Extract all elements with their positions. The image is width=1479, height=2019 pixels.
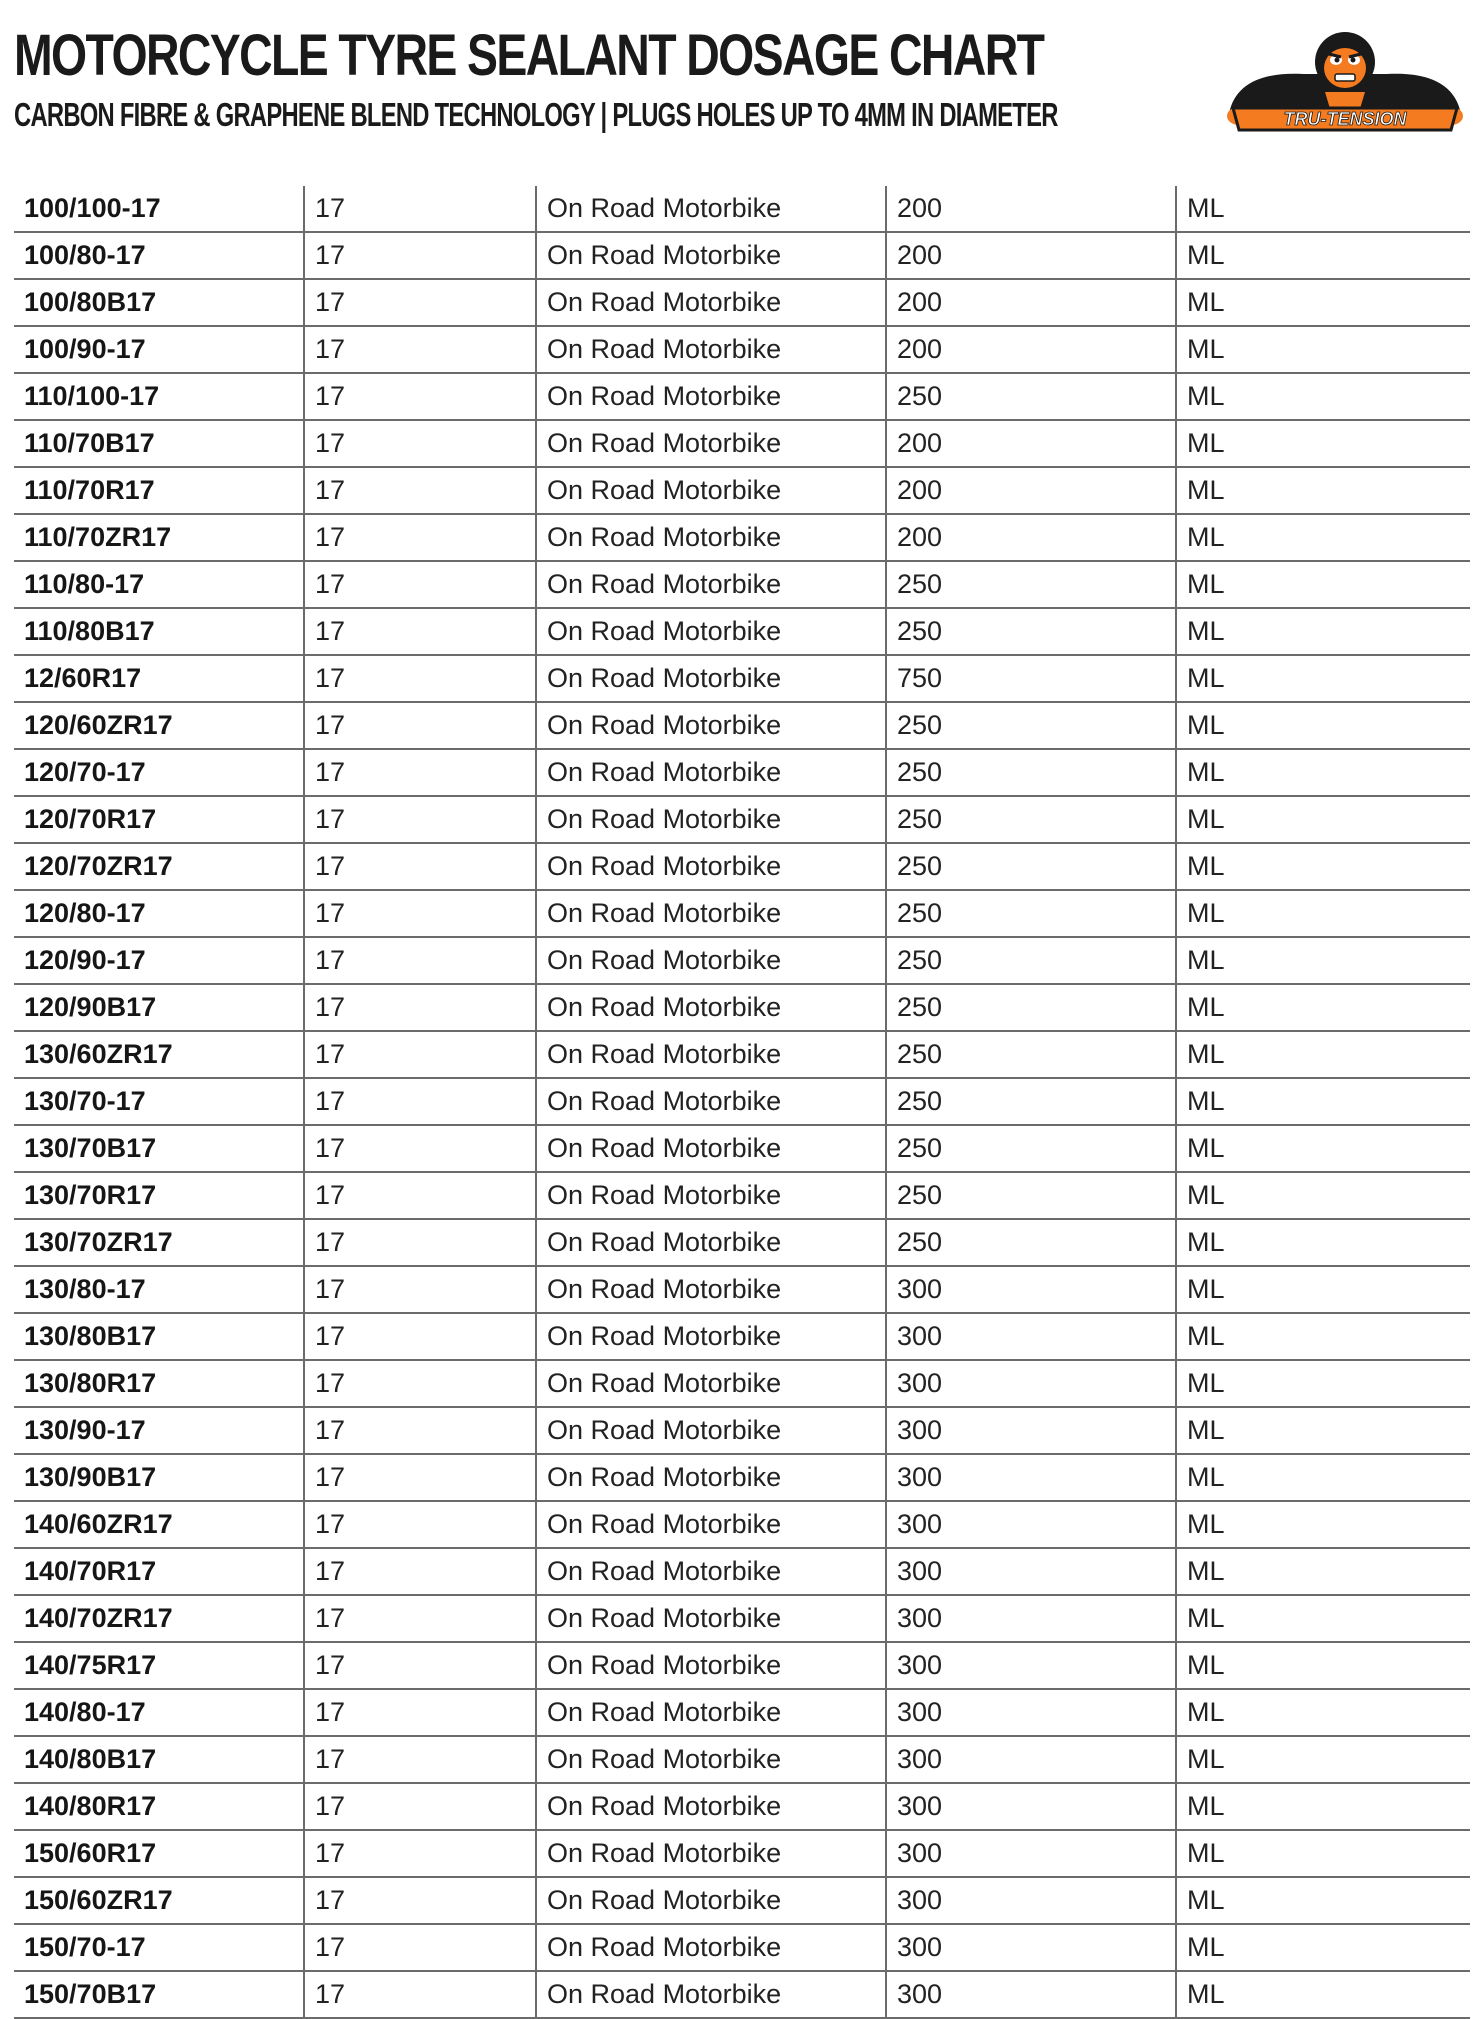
vehicle-type-cell: On Road Motorbike [536, 1877, 886, 1924]
unit-cell: ML [1176, 655, 1470, 702]
table-row [14, 561, 1470, 608]
page-subtitle: CARBON FIBRE & GRAPHENE BLEND TECHNOLOGY | PLUGS HOLES UP TO 4MM IN DIAMETER [14, 96, 1058, 133]
table-row [14, 1642, 1470, 1689]
rim-size-cell: 17 [304, 796, 536, 843]
dosage-amount-cell: 250 [886, 749, 1176, 796]
tyre-size-cell: 12/60R17 [14, 655, 304, 702]
rim-size-cell: 17 [304, 1924, 536, 1971]
svg-text:TRU-TENSION: TRU-TENSION [1283, 109, 1407, 129]
rim-size-cell: 17 [304, 1407, 536, 1454]
vehicle-type-cell: On Road Motorbike [536, 186, 886, 232]
rim-size-cell: 17 [304, 1172, 536, 1219]
unit-cell: ML [1176, 1736, 1470, 1783]
table-row [14, 1548, 1470, 1595]
tyre-size-cell: 110/70B17 [14, 420, 304, 467]
unit-cell: ML [1176, 1313, 1470, 1360]
vehicle-type-cell: On Road Motorbike [536, 1454, 886, 1501]
tyre-size-cell: 140/70ZR17 [14, 1595, 304, 1642]
table-row [14, 1360, 1470, 1407]
vehicle-type-cell: On Road Motorbike [536, 1924, 886, 1971]
tyre-size-cell: 140/80R17 [14, 1783, 304, 1830]
rim-size-cell: 17 [304, 937, 536, 984]
rim-size-cell: 17 [304, 655, 536, 702]
vehicle-type-cell: On Road Motorbike [536, 843, 886, 890]
table-row [14, 608, 1470, 655]
table-row [14, 1501, 1470, 1548]
unit-cell: ML [1176, 1689, 1470, 1736]
unit-cell: ML [1176, 1172, 1470, 1219]
table-row [14, 1595, 1470, 1642]
table-row [14, 1971, 1470, 2018]
vehicle-type-cell: On Road Motorbike [536, 984, 886, 1031]
table-row [14, 890, 1470, 937]
dosage-amount-cell: 250 [886, 608, 1176, 655]
vehicle-type-cell: On Road Motorbike [536, 1830, 886, 1877]
rim-size-cell: 17 [304, 1360, 536, 1407]
tyre-size-cell: 140/60ZR17 [14, 1501, 304, 1548]
tyre-size-cell: 130/80-17 [14, 1266, 304, 1313]
rim-size-cell: 17 [304, 1971, 536, 2018]
dosage-amount-cell: 300 [886, 1736, 1176, 1783]
tyre-size-cell: 110/100-17 [14, 373, 304, 420]
table-row [14, 1407, 1470, 1454]
unit-cell: ML [1176, 279, 1470, 326]
vehicle-type-cell: On Road Motorbike [536, 655, 886, 702]
rim-size-cell: 17 [304, 1877, 536, 1924]
unit-cell: ML [1176, 326, 1470, 373]
tyre-size-cell: 130/70-17 [14, 1078, 304, 1125]
table-row [14, 1172, 1470, 1219]
table-row [14, 749, 1470, 796]
dosage-amount-cell: 250 [886, 561, 1176, 608]
rim-size-cell: 17 [304, 420, 536, 467]
table-row [14, 1877, 1470, 1924]
vehicle-type-cell: On Road Motorbike [536, 796, 886, 843]
tyre-size-cell: 110/80-17 [14, 561, 304, 608]
rim-size-cell: 17 [304, 1454, 536, 1501]
table-row [14, 279, 1470, 326]
unit-cell: ML [1176, 984, 1470, 1031]
unit-cell: ML [1176, 843, 1470, 890]
rim-size-cell: 17 [304, 1689, 536, 1736]
vehicle-type-cell: On Road Motorbike [536, 561, 886, 608]
dosage-amount-cell: 300 [886, 1830, 1176, 1877]
vehicle-type-cell: On Road Motorbike [536, 1642, 886, 1689]
tyre-size-cell: 130/90B17 [14, 1454, 304, 1501]
table-row [14, 1689, 1470, 1736]
rim-size-cell: 17 [304, 608, 536, 655]
rim-size-cell: 17 [304, 1031, 536, 1078]
dosage-amount-cell: 300 [886, 1266, 1176, 1313]
vehicle-type-cell: On Road Motorbike [536, 1548, 886, 1595]
vehicle-type-cell: On Road Motorbike [536, 232, 886, 279]
unit-cell: ML [1176, 702, 1470, 749]
tyre-size-cell: 130/80B17 [14, 1313, 304, 1360]
vehicle-type-cell: On Road Motorbike [536, 1219, 886, 1266]
vehicle-type-cell: On Road Motorbike [536, 1783, 886, 1830]
vehicle-type-cell: On Road Motorbike [536, 937, 886, 984]
rim-size-cell: 17 [304, 514, 536, 561]
table-row [14, 1783, 1470, 1830]
table-row [14, 1078, 1470, 1125]
tyre-size-cell: 130/70B17 [14, 1125, 304, 1172]
dosage-amount-cell: 300 [886, 1313, 1176, 1360]
rim-size-cell: 17 [304, 1125, 536, 1172]
rim-size-cell: 17 [304, 1595, 536, 1642]
unit-cell: ML [1176, 1877, 1470, 1924]
vehicle-type-cell: On Road Motorbike [536, 279, 886, 326]
dosage-amount-cell: 300 [886, 1642, 1176, 1689]
table-row [14, 702, 1470, 749]
dosage-amount-cell: 300 [886, 1548, 1176, 1595]
vehicle-type-cell: On Road Motorbike [536, 1078, 886, 1125]
tyre-size-cell: 120/70ZR17 [14, 843, 304, 890]
tyre-size-cell: 130/70ZR17 [14, 1219, 304, 1266]
rim-size-cell: 17 [304, 1313, 536, 1360]
dosage-amount-cell: 300 [886, 1501, 1176, 1548]
table-row [14, 1454, 1470, 1501]
unit-cell: ML [1176, 561, 1470, 608]
dosage-amount-cell: 250 [886, 984, 1176, 1031]
dosage-amount-cell: 300 [886, 1360, 1176, 1407]
vehicle-type-cell: On Road Motorbike [536, 1689, 886, 1736]
unit-cell: ML [1176, 1125, 1470, 1172]
table-row [14, 1313, 1470, 1360]
dosage-amount-cell: 300 [886, 1595, 1176, 1642]
tyre-size-cell: 140/70R17 [14, 1548, 304, 1595]
dosage-amount-cell: 200 [886, 467, 1176, 514]
rim-size-cell: 17 [304, 186, 536, 232]
tyre-size-cell: 130/90-17 [14, 1407, 304, 1454]
table-row [14, 186, 1470, 232]
dosage-amount-cell: 750 [886, 655, 1176, 702]
dosage-amount-cell: 300 [886, 1407, 1176, 1454]
dosage-amount-cell: 200 [886, 279, 1176, 326]
vehicle-type-cell: On Road Motorbike [536, 420, 886, 467]
dosage-amount-cell: 250 [886, 1125, 1176, 1172]
rim-size-cell: 17 [304, 1548, 536, 1595]
vehicle-type-cell: On Road Motorbike [536, 1407, 886, 1454]
table-row [14, 1266, 1470, 1313]
tyre-size-cell: 150/60ZR17 [14, 1877, 304, 1924]
unit-cell: ML [1176, 1031, 1470, 1078]
unit-cell: ML [1176, 796, 1470, 843]
unit-cell: ML [1176, 608, 1470, 655]
vehicle-type-cell: On Road Motorbike [536, 1125, 886, 1172]
dosage-amount-cell: 200 [886, 326, 1176, 373]
tyre-size-cell: 120/70-17 [14, 749, 304, 796]
unit-cell: ML [1176, 514, 1470, 561]
unit-cell: ML [1176, 1924, 1470, 1971]
vehicle-type-cell: On Road Motorbike [536, 326, 886, 373]
vehicle-type-cell: On Road Motorbike [536, 1266, 886, 1313]
unit-cell: ML [1176, 1078, 1470, 1125]
vehicle-type-cell: On Road Motorbike [536, 1595, 886, 1642]
dosage-amount-cell: 250 [886, 1172, 1176, 1219]
tyre-size-cell: 120/80-17 [14, 890, 304, 937]
tyre-size-cell: 130/70R17 [14, 1172, 304, 1219]
rim-size-cell: 17 [304, 561, 536, 608]
unit-cell: ML [1176, 1360, 1470, 1407]
rim-size-cell: 17 [304, 232, 536, 279]
unit-cell: ML [1176, 186, 1470, 232]
vehicle-type-cell: On Road Motorbike [536, 1313, 886, 1360]
table-row [14, 420, 1470, 467]
tyre-size-cell: 120/60ZR17 [14, 702, 304, 749]
table-row [14, 1924, 1470, 1971]
unit-cell: ML [1176, 1595, 1470, 1642]
table-row [14, 1125, 1470, 1172]
tyre-size-cell: 100/80B17 [14, 279, 304, 326]
dosage-amount-cell: 250 [886, 373, 1176, 420]
tyre-size-cell: 120/90-17 [14, 937, 304, 984]
dosage-amount-cell: 200 [886, 232, 1176, 279]
rim-size-cell: 17 [304, 843, 536, 890]
unit-cell: ML [1176, 1454, 1470, 1501]
dosage-amount-cell: 200 [886, 514, 1176, 561]
unit-cell: ML [1176, 1642, 1470, 1689]
rim-size-cell: 17 [304, 1830, 536, 1877]
rim-size-cell: 17 [304, 1501, 536, 1548]
tyre-size-cell: 110/80B17 [14, 608, 304, 655]
rim-size-cell: 17 [304, 326, 536, 373]
vehicle-type-cell: On Road Motorbike [536, 1031, 886, 1078]
table-row [14, 984, 1470, 1031]
table-row [14, 655, 1470, 702]
vehicle-type-cell: On Road Motorbike [536, 514, 886, 561]
vehicle-type-cell: On Road Motorbike [536, 1971, 886, 2018]
vehicle-type-cell: On Road Motorbike [536, 467, 886, 514]
tyre-size-cell: 150/70-17 [14, 1924, 304, 1971]
table-row [14, 796, 1470, 843]
dosage-table [14, 186, 1470, 2019]
unit-cell: ML [1176, 1830, 1470, 1877]
unit-cell: ML [1176, 467, 1470, 514]
vehicle-type-cell: On Road Motorbike [536, 749, 886, 796]
tyre-size-cell: 100/90-17 [14, 326, 304, 373]
page-title: MOTORCYCLE TYRE SEALANT DOSAGE CHART [14, 23, 1044, 88]
table-row [14, 514, 1470, 561]
unit-cell: ML [1176, 1501, 1470, 1548]
tyre-size-cell: 150/70B17 [14, 1971, 304, 2018]
table-row [14, 843, 1470, 890]
tyre-size-cell: 120/90B17 [14, 984, 304, 1031]
unit-cell: ML [1176, 1266, 1470, 1313]
unit-cell: ML [1176, 1783, 1470, 1830]
rim-size-cell: 17 [304, 1078, 536, 1125]
rim-size-cell: 17 [304, 1736, 536, 1783]
table-row [14, 1219, 1470, 1266]
rim-size-cell: 17 [304, 467, 536, 514]
rim-size-cell: 17 [304, 984, 536, 1031]
table-row [14, 232, 1470, 279]
unit-cell: ML [1176, 937, 1470, 984]
dosage-amount-cell: 200 [886, 186, 1176, 232]
vehicle-type-cell: On Road Motorbike [536, 1172, 886, 1219]
unit-cell: ML [1176, 890, 1470, 937]
dosage-amount-cell: 300 [886, 1689, 1176, 1736]
dosage-amount-cell: 250 [886, 1031, 1176, 1078]
vehicle-type-cell: On Road Motorbike [536, 1501, 886, 1548]
rim-size-cell: 17 [304, 702, 536, 749]
rim-size-cell: 17 [304, 279, 536, 326]
vehicle-type-cell: On Road Motorbike [536, 1360, 886, 1407]
unit-cell: ML [1176, 1407, 1470, 1454]
unit-cell: ML [1176, 749, 1470, 796]
dosage-amount-cell: 250 [886, 702, 1176, 749]
vehicle-type-cell: On Road Motorbike [536, 608, 886, 655]
dosage-amount-cell: 200 [886, 420, 1176, 467]
dosage-amount-cell: 250 [886, 843, 1176, 890]
tyre-size-cell: 130/80R17 [14, 1360, 304, 1407]
dosage-amount-cell: 300 [886, 1924, 1176, 1971]
vehicle-type-cell: On Road Motorbike [536, 1736, 886, 1783]
tyre-size-cell: 140/80-17 [14, 1689, 304, 1736]
dosage-amount-cell: 250 [886, 1219, 1176, 1266]
tyre-size-cell: 110/70ZR17 [14, 514, 304, 561]
tyre-size-cell: 130/60ZR17 [14, 1031, 304, 1078]
table-row [14, 937, 1470, 984]
table-row [14, 373, 1470, 420]
dosage-amount-cell: 250 [886, 796, 1176, 843]
rim-size-cell: 17 [304, 373, 536, 420]
unit-cell: ML [1176, 1971, 1470, 2018]
tyre-size-cell: 120/70R17 [14, 796, 304, 843]
dosage-amount-cell: 300 [886, 1454, 1176, 1501]
table-row [14, 1736, 1470, 1783]
rim-size-cell: 17 [304, 890, 536, 937]
tyre-size-cell: 140/80B17 [14, 1736, 304, 1783]
dosage-amount-cell: 300 [886, 1877, 1176, 1924]
unit-cell: ML [1176, 420, 1470, 467]
table-row [14, 1031, 1470, 1078]
dosage-amount-cell: 300 [886, 1971, 1176, 2018]
unit-cell: ML [1176, 1219, 1470, 1266]
tyre-size-cell: 140/75R17 [14, 1642, 304, 1689]
unit-cell: ML [1176, 373, 1470, 420]
rim-size-cell: 17 [304, 749, 536, 796]
tyre-size-cell: 100/100-17 [14, 186, 304, 232]
tru-tension-logo [1225, 22, 1465, 136]
rim-size-cell: 17 [304, 1219, 536, 1266]
dosage-amount-cell: 250 [886, 937, 1176, 984]
vehicle-type-cell: On Road Motorbike [536, 702, 886, 749]
vehicle-type-cell: On Road Motorbike [536, 890, 886, 937]
vehicle-type-cell: On Road Motorbike [536, 373, 886, 420]
dosage-amount-cell: 250 [886, 1078, 1176, 1125]
unit-cell: ML [1176, 1548, 1470, 1595]
dosage-amount-cell: 300 [886, 1783, 1176, 1830]
dosage-amount-cell: 250 [886, 890, 1176, 937]
table-row [14, 1830, 1470, 1877]
tyre-size-cell: 150/60R17 [14, 1830, 304, 1877]
rim-size-cell: 17 [304, 1266, 536, 1313]
rim-size-cell: 17 [304, 1642, 536, 1689]
rim-size-cell: 17 [304, 1783, 536, 1830]
unit-cell: ML [1176, 232, 1470, 279]
tyre-size-cell: 100/80-17 [14, 232, 304, 279]
tyre-size-cell: 110/70R17 [14, 467, 304, 514]
table-row [14, 326, 1470, 373]
table-row [14, 467, 1470, 514]
